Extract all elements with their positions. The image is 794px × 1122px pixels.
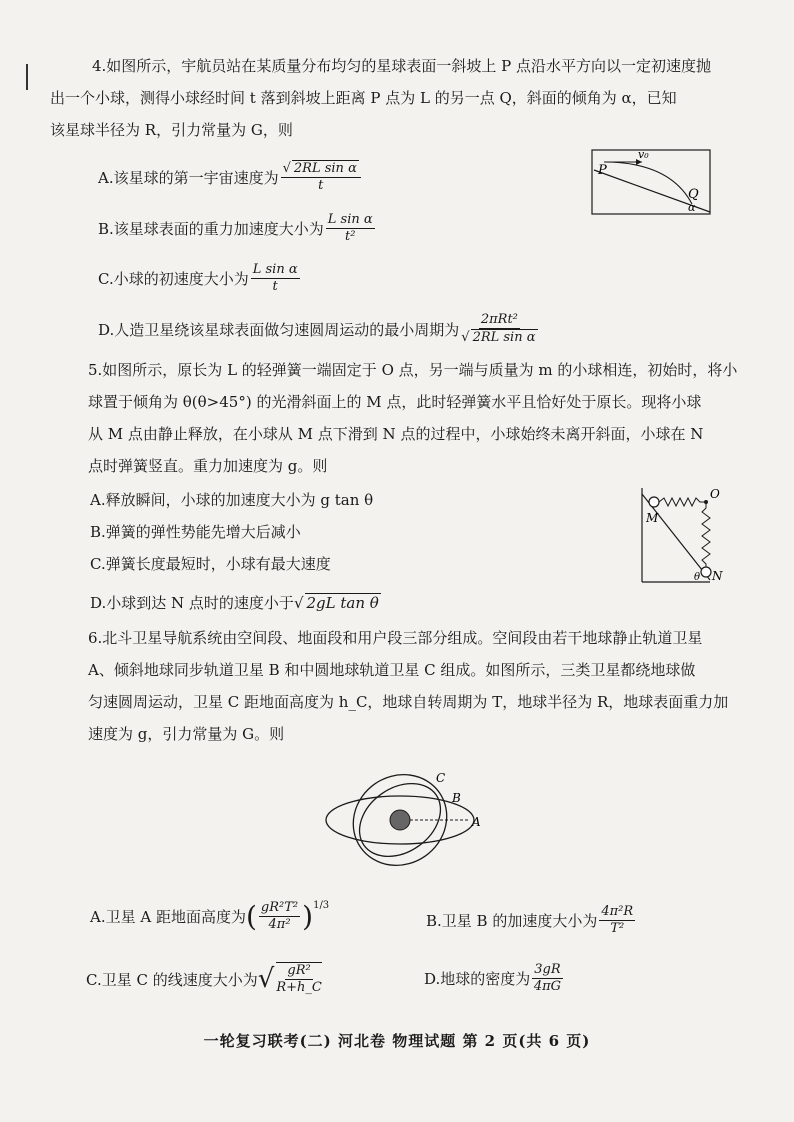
q5-spring-figure [640, 486, 724, 586]
q5-stem-line4: 点时弹簧竖直。重力加速度为 g。则 [88, 457, 328, 475]
q4-option-b-den: t² [345, 229, 356, 244]
q6-option-b-formula [599, 904, 635, 937]
q6-option-b-num: 4π²R [601, 904, 634, 919]
q5-option-b: B.弹簧的弹性势能先增大后减小 [90, 523, 301, 541]
q6-option-a-num: gR²T² [260, 900, 299, 915]
q5-ball-m [649, 497, 659, 507]
q4-option-c-formula [251, 262, 300, 295]
q4-option-d [98, 312, 540, 346]
q6-option-c-den: R+h_C [276, 980, 322, 995]
q6-stem-line4: 速度为 g，引力常量为 G。则 [88, 725, 285, 743]
q6-option-d-den: 4πG [533, 979, 562, 994]
q6-label-b: B [452, 791, 461, 805]
q6-option-b [426, 904, 637, 937]
page-footer: 一轮复习联考(二) 河北卷 物理试题 第 2 页(共 6 页) [203, 1032, 591, 1050]
q6-stem-line3: 匀速圆周运动，卫星 C 距地面高度为 h_C，地球自转周期为 T，地球半径为 R，地球表面重力加 [88, 693, 729, 711]
q5-option-d-text: D.小球到达 N 点时的速度小于 [90, 594, 294, 612]
q4-option-a [98, 160, 363, 194]
q6-orbit-figure [318, 754, 488, 874]
q6-label-c: C [436, 771, 446, 785]
q6-option-d [424, 962, 565, 995]
q6-stem-line2: A、倾斜地球同步轨道卫星 B 和中圆地球轨道卫星 C 组成。如图所示，三类卫星都绕地球做 [88, 661, 696, 679]
q6-option-a-exponent: 1/3 [313, 900, 330, 911]
q6-option-c-formula [276, 962, 322, 996]
q4-label-p: P [598, 163, 607, 178]
q5-label-m: M [646, 511, 659, 525]
q5-option-a: A.释放瞬间，小球的加速度大小为 g tan θ [90, 491, 374, 509]
q4-option-b-text: B.该星球表面的重力加速度大小为 [98, 220, 324, 238]
q6-option-c-num: gR² [287, 963, 311, 978]
q6-option-a: A.卫星 A 距地面高度为 ( $\frac{\text{gR²T²}}{\text{4π²}}$ ) $^{1/3}$ [90, 900, 330, 933]
q5-label-n: N [712, 569, 723, 583]
q4-label-v0: v₀ [638, 148, 649, 161]
q4-option-c-num: L sin α [252, 262, 298, 277]
q4-option-c-den: t [272, 279, 278, 294]
q5-option-d-root: 2gL tan θ [306, 594, 379, 612]
q4-option-b-formula [326, 212, 375, 245]
q6-option-b-text: B.卫星 B 的加速度大小为 [426, 912, 598, 930]
q5-label-o: O [710, 487, 720, 501]
q4-option-b [98, 212, 377, 245]
q4-label-alpha: α [688, 201, 696, 214]
q6-option-a-formula [259, 900, 300, 933]
q4-option-a-formula: $\frac{\text{√ 2RL sin α}}{t}$ [281, 160, 361, 194]
q4-option-b-num: L sin α [327, 212, 373, 227]
margin-mark [26, 64, 28, 90]
q5-spring-vertical [702, 502, 710, 568]
q4-trajectory [604, 162, 692, 204]
q4-option-d-num: 2πRt² [480, 312, 518, 327]
q4-option-a-den: t [318, 178, 324, 193]
q6-option-b-den: T² [610, 921, 625, 936]
q4-option-c [98, 262, 302, 295]
q5-option-d: D.小球到达 N 点时的速度小于 √ 2gL tan θ [90, 593, 379, 612]
q6-earth [390, 810, 410, 830]
q5-label-theta: θ [694, 572, 701, 583]
q4-label-q: Q [688, 187, 699, 202]
q4-option-d-text: D.人造卫星绕该星球表面做匀速圆周运动的最小周期为 [98, 320, 460, 339]
q6-option-a-den: 4π² [268, 917, 291, 932]
q6-option-d-num: 3gR [534, 962, 561, 977]
q6-option-c-text: C.卫星 C 的线速度大小为 [86, 970, 258, 989]
q4-stem-line3: 该星球半径为 R，引力常量为 G，则 [50, 121, 293, 139]
q6-stem-line1: 6.北斗卫星导航系统由空间段、地面段和用户段三部分组成。空间段由若干地球静止轨道卫星 [88, 629, 703, 647]
q4-option-a-text: A.该星球的第一宇宙速度为 [98, 168, 279, 187]
q5-spring-horizontal [659, 498, 706, 506]
q4-option-d-formula: $\frac{\text{2πRt²}}{\text{√ 2RL sin α}}$ [461, 312, 536, 345]
q5-stem-line3: 从 M 点由静止释放，在小球从 M 点下滑到 N 点的过程中，小球始终未离开斜面，小球在 N [88, 425, 704, 443]
q4-slope-figure [590, 148, 714, 218]
q4-option-c-text: C.小球的初速度大小为 [98, 270, 249, 288]
q5-option-c: C.弹簧长度最短时，小球有最大速度 [90, 555, 331, 573]
q4-option-a-num: 2RL sin α [293, 161, 357, 176]
q5-ball-n [701, 567, 711, 577]
q4-stem-line1: 4.如图所示，宇航员站在某质量分布均匀的星球表面一斜坡上 P 点沿水平方向以一定初速度抛 [92, 57, 711, 75]
q5-stem-line1: 5.如图所示，原长为 L 的轻弹簧一端固定于 O 点，另一端与质量为 m 的小球相连，初始时，将小 [88, 361, 738, 379]
q6-option-d-formula [532, 962, 562, 995]
q6-option-d-text: D.地球的密度为 [424, 970, 531, 988]
q4-option-d-den: 2RL sin α [472, 330, 536, 345]
q6-option-c: C.卫星 C 的线速度大小为 √ $\frac{\text{gR²}}{R+h\_C}$ [86, 963, 322, 995]
q6-option-a-text: A.卫星 A 距地面高度为 [90, 908, 246, 926]
q5-stem-line2: 球置于倾角为 θ(θ>45°) 的光滑斜面上的 M 点，此时轻弹簧水平且恰好处于原长。现将小球 [88, 393, 702, 411]
q4-stem-line2: 出一个小球，测得小球经时间 t 落到斜坡上距离 P 点为 L 的另一点 Q，斜面的倾角为 α，已知 [50, 89, 677, 107]
q6-label-a: A [472, 815, 481, 829]
